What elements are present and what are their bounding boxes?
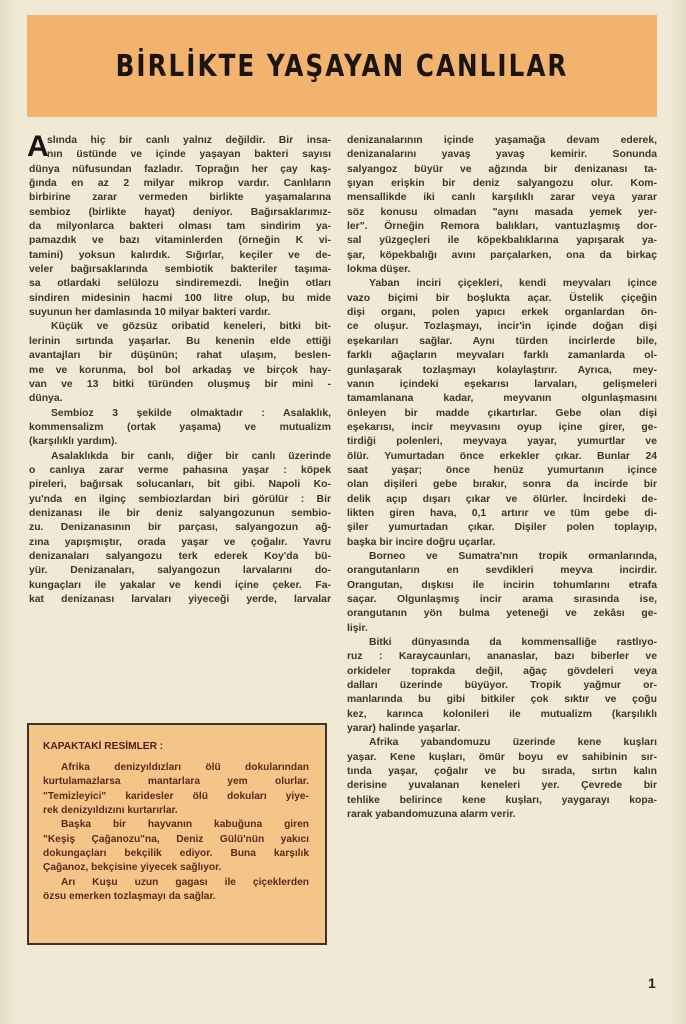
cover-pictures-text [43,761,309,904]
text-line: delik açıp dışarı çıkar ve ölürler. İncirdeki de- [347,493,657,505]
text-line: saat yaşar; önce henüz yumurtanın içince [347,464,657,476]
text-line: Orangutan, dışkısı ile incirin tohumlarını etrafa [347,579,657,591]
text-line: dünya. [29,393,63,405]
text-line: Arı Kuşu uzun gagası ile çiçeklerden [61,876,309,888]
text-line: vanın içindeki eşekarısı larvaları, gelişmeleri [347,378,657,390]
text-line: "Keşiş Çağanozu"na, Deniz Gülü'nün yakıcı [43,833,309,845]
text-line: rek denizyıldızını kurtarırlar. [43,805,178,817]
text-line: dokungaçları bekçilik ediyor. Buna karşılık [43,848,309,860]
text-line: o canlıya zarar verme pahasına yaşar : köpek [29,464,331,476]
text-line: şıyan erişkin bir deniz salyangozu olur. Kom- [347,178,657,190]
text-line: tamamlanana kadar, meyvanın olgunlaşmasını [347,393,657,405]
text-line: derisine yuvalanan keneleri yer. Çevrede bir [347,780,657,792]
text-line: kat denizanası larvaları yiyeceği yerde, larvalar [29,594,331,605]
text-line: eşekarıları sağlar. Aynı türden incirlerde bile, [347,335,657,347]
text-line: Bitki dünyasında da kommensalliğe rastlıyo- [369,637,657,649]
text-line: kommensalizm (ortak yaşama) ve mutualizm [29,421,331,433]
text-line: tirdiği polenleri, meyvaya yayar, yumurtlar ve [347,436,657,448]
text-line: me ve korunma, bol bol arkadaş ve birçok hay- [29,364,331,376]
text-line: kez, karınca kolonileri ile mutualizm (karşılıklı [347,708,657,720]
text-line: yu'nda en ilginç sembiozlardan biri görülür : Bir [29,493,331,505]
text-line: eşekarısı, incir meyvasını oyup içine girer, ge- [347,421,657,433]
text-line: dünya nüfusundan fazladır. Toprağın her çay kaş- [29,163,331,175]
text-line: orangutanın yön bulma yeteneği ve zekâsı ge- [347,608,657,620]
right-column [347,134,657,823]
text-line: gunlaşarak tozlaşmayı kolaylaştırır. Ayrıca, mey- [347,364,657,376]
text-line: (karşılıklı yardım). [29,436,118,448]
text-line: ler". Örneğin Remora balıkları, vantuzlaşmış dor- [347,221,657,233]
text-line: yaşar. Kene kuşları, ömür boyu ev sahibinin sır- [347,751,657,763]
text-line: pireleri, bağırsak solucanları, bit gibi. Napoli Ko- [29,479,331,491]
text-line: denizanalarının içinde yaşamağa devam ederek, [347,135,657,146]
text-line: şiler yumurtadan çıkar. Dişiler polen toplayıp, [347,522,657,534]
text-line: tamini) yoksun kalırdık. Sığırlar, keçiler ve de- [29,249,331,261]
text-line: önleyen bir madde çıkartırlar. Gebe olan dişi [347,407,657,419]
text-line: lerinin sırtında yaşarlar. Bu kenenin elde ettiği [29,335,331,347]
left-column-text [27,130,331,607]
text-line: kungaçları ile yakalar ve kendi içine çeker. Fa- [29,579,331,591]
text-line: slında hiç bir canlı yalnız değildir. Bir insa- [47,135,331,146]
text-line: tında yaşar, çoğalır ve bu sırada, sırtın kalın [347,766,657,778]
text-line: olan dişileri gebe bırakır, sonra da incirde bir [347,479,657,491]
text-line: şar, köpekbalığı avını parçalarken, ona da birkaç [347,249,657,261]
text-line: dalları üzerinde büyüyor. Tropik yağmur or- [347,680,657,692]
text-line: Sembioz 3 şekilde olmaktadır : Asalaklık, [51,407,331,419]
cover-pictures-box [27,723,327,945]
text-line: mensallikde iki canlı karşılıklı zarar veya yarar [347,192,657,204]
text-line: ğında en az 2 milyar mikrop vardır. Canlıların [29,178,331,190]
text-line: Küçük ve gözsüz oribatid keneleri, bitki bit- [51,321,331,333]
text-line: rarak yabandomuzuna alarm verir. [347,809,516,821]
text-line: da milyonlarca bakteri olması tam sindirim ya- [29,221,331,233]
text-line: zına yapışmıştır, orada yaşar ve çoğalır. Yavru [29,536,331,548]
text-line: zu. Denizanasının bir parçası, salyangozun ağ- [29,522,331,534]
text-line: başka bir incire doğru uçarlar. [347,536,496,548]
text-line: manlarında bu gibi bitkiler çok sıktır ve çoğu [347,694,657,706]
page-title: BİRLİKTE YAŞAYAN CANLILAR [115,49,569,84]
text-line: Afrika yabandomuzu üzerinde kene kuşları [369,737,657,749]
text-line: dişi organı, polen yapıcı erkek organlardan ön- [347,307,657,319]
text-line: Çağanoz, bekçisine yiyecek sağlıyor. [43,862,222,874]
text-line: veler bağırsaklarında sembiotik bakteriler taşıma- [29,264,331,276]
text-line: denizanası ile bir deniz salyangozunun sembio- [29,507,331,519]
text-line: sindiren midesinin hacmi 100 litre olup, bu mide [29,292,331,304]
text-line: söz konusu olmadan "aynı masada yemek yer- [347,206,657,218]
text-line: Borneo ve Sumatra'nın tropik ormanlarında, [369,550,657,562]
text-line: sembioz (birlikte hayat) deniyor. Bağırsaklarımız- [29,206,331,218]
cover-pictures-heading: KAPAKTAKİ RESİMLER : [43,741,164,752]
text-line: ölür. Yumurtadan önce erkekler çıkar. Bunlar 24 [347,450,657,462]
text-line: denizanaları salyangozu terk ederek Koy'da bü- [29,550,331,562]
text-line: Başka bir hayvanın kabuğuna giren [61,819,309,831]
text-line: lokma düşer. [347,264,411,276]
text-line: sal yüzgeçleri ile köpekbalıklarına yapışarak ya- [347,235,657,247]
text-line: birbirine zarar vermeden birlikte yaşamalarına [29,192,331,204]
text-line: sa otlardaki selülozu sindiremezdi. İneğin otları [29,278,331,290]
text-line: orkideler toprakda değil, ağaç gövdeleri veya [347,665,657,677]
text-line: farklı ağaçların meyvaları farklı zamanlarda ol- [347,350,657,362]
text-line: saçar. Olgunlaşmış incir arama sırasında ise, [347,594,657,605]
text-line: Yaban inciri çiçekleri, kendi meyvaları içince [369,278,657,290]
text-line: van ve 13 bitki türünden oluşmuş bir mini - [29,378,331,390]
left-column [27,130,331,607]
text-line: kurtulamazlarsa mantarlara yem olurlar. [43,776,309,788]
text-line: ruz : Karaycaunları, ananaslar, bazı biberler ve [347,651,657,663]
text-line: "Temizleyici" karidesler ölü dokuları yiye- [43,790,309,802]
text-line: Afrika denizyıldızları ölü dokularından [61,762,309,773]
text-line: nın üstünde ve içinde yaşayan bakteri sayısı [47,149,331,161]
text-line: vazo biçimi bir boşlukta açar. Üstelik çiçeğin [347,292,657,304]
text-line: tehlike belirince kene kuşları, yaygarayı kopa- [347,794,657,806]
text-line: yarar) halinde yaşarlar. [347,723,461,735]
text-line: lişir. [347,622,368,634]
text-line: orangutanların en sevdikleri meyva incirdir. [347,565,657,577]
text-line: yür. Denizanaları, salyangozun larvalarını do- [29,565,331,577]
text-line: likten giren hava, 0,1 artırır ve tüm gebe di- [347,507,657,519]
cover-pictures-content [43,739,309,904]
text-line: denizanalarını yavaş yavaş kemirir. Sonunda [347,149,657,161]
text-line: özsu emerken tozlaşmayı da sağlar. [43,891,216,903]
text-line: ce oluşur. Tozlaşmayı, incir'in içinde doğan dişi [347,321,657,333]
text-line: salyangoz büyür ve ağzında bir denizanası ta- [347,163,657,175]
title-banner [27,15,657,117]
page-number: 1 [648,975,656,991]
text-line: Asalaklıkda bir canlı, diğer bir canlı üzerinde [51,450,331,462]
text-line: avantajları bir düşünün; rahat ulaşım, beslen- [29,350,331,362]
right-column-text [347,134,657,823]
text-line: suyunun her damlasında 10 milyar bakteri vardır. [29,307,271,319]
drop-cap: A [27,130,49,163]
text-line: pamazdık ve bazı vitaminlerden (örneğin K vi- [29,235,331,247]
